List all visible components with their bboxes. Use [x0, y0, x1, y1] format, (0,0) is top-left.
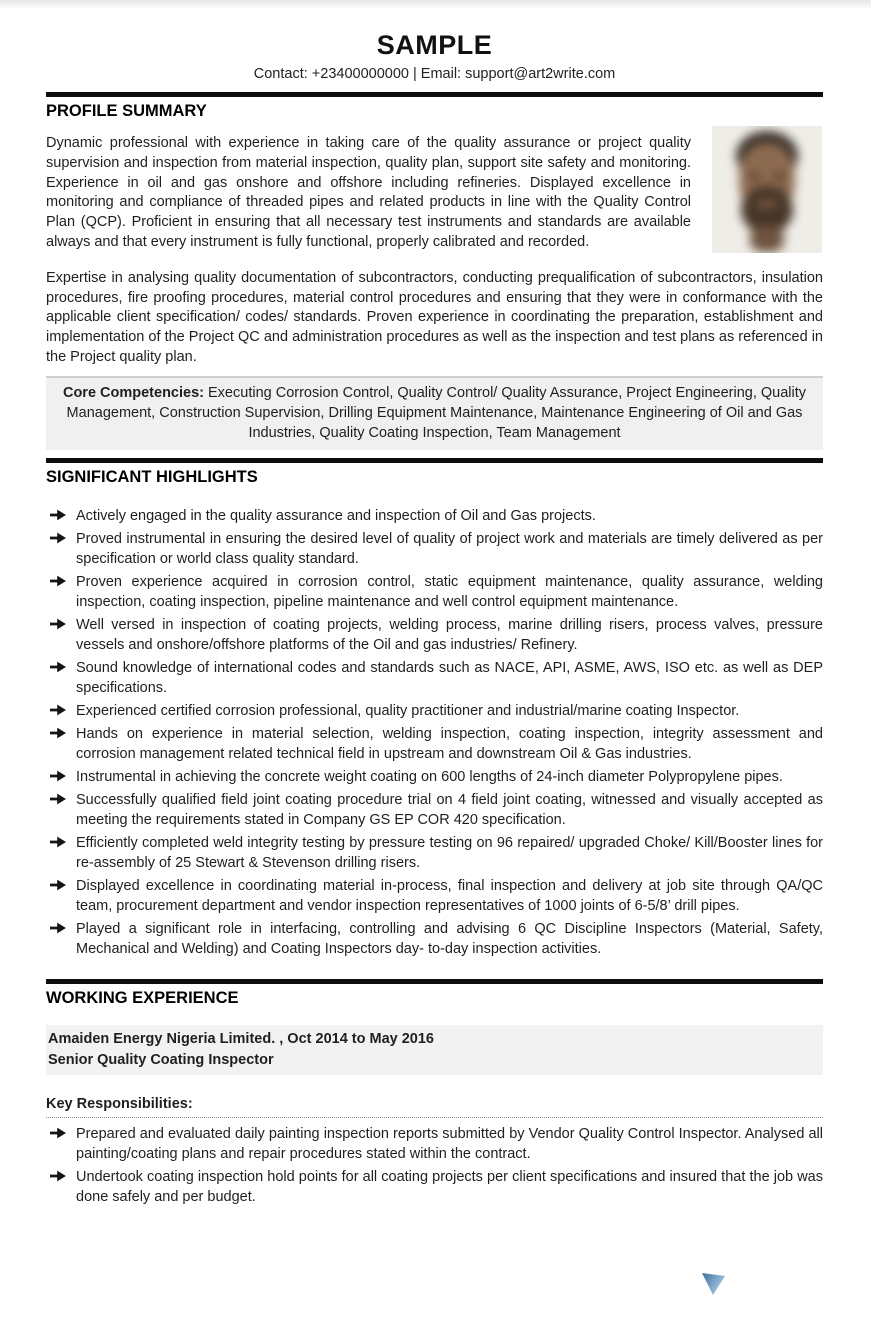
profile-paragraph-2: Expertise in analysing quality documentation of subcontractors, conducting prequalification of subcontractors, insulation procedures, fire proofing procedures, material control procedures and ensuring that they were in conformance with the applicable client specification/ codes/ standards. Proven experience in coordinating the preparation, establishment and implementation of the Project QC and administration procedures as well as the inspection and test plans as referenced in the Project quality plan.: [46, 269, 823, 365]
highlight-item: [46, 615, 823, 655]
highlight-text: Played a significant role in interfacing, controlling and advising 6 QC Discipline Inspectors (Material, Safety, Mechanical and Welding) and Coating Inspectors day- to-day inspection activities.: [76, 920, 823, 957]
highlights-list: [46, 506, 823, 959]
profile-summary-heading: PROFILE SUMMARY: [46, 102, 207, 120]
key-responsibilities-label: Key Responsibilities:: [46, 1095, 823, 1118]
profile-paragraph-1: Dynamic professional with experience in taking care of the quality assurance or project quality supervision and inspection from material inspection, quality plan, support site safety and monitoring. Experience in oil and gas onshore and offshore including refineries. Displayed excellence in monitoring and compliance of threaded pipes and related products in line with the Quality Control Plan (QCP). Proficient in ensuring that all necessary test instruments and standards are available always and that every instrument is fully functional, properly calibrated and recorded.: [46, 135, 691, 250]
arrow-bullet-icon: [46, 615, 76, 655]
section-divider: [46, 92, 823, 97]
candidate-photo: [712, 126, 822, 253]
highlight-text: Actively engaged in the quality assurance and inspection of Oil and Gas projects.: [76, 507, 596, 524]
photo-eye-shape: [773, 173, 785, 179]
resume-content: [46, 0, 823, 1207]
section-divider: [46, 458, 823, 463]
responsibility-text: Prepared and evaluated daily painting inspection reports submitted by Vendor Quality Control Inspector. Analysed all painting/coating plans and repair procedures stated within the contract.: [76, 1125, 823, 1162]
section-significant-highlights: [46, 458, 823, 959]
photo-blur-layer: [712, 126, 822, 253]
contact-line: Contact: +23400000000 | Email: support@art2write.com: [253, 66, 616, 82]
arrow-bullet-icon: [46, 724, 76, 764]
section-profile-summary: [46, 92, 823, 450]
blue-triangle-decoration: [701, 1272, 727, 1296]
highlight-text: Hands on experience in material selection, welding inspection, coating inspection, integrity assessment and corrosion management related technical field in upstream and downstream Oil & Gas industries.: [76, 725, 823, 762]
arrow-bullet-icon: [46, 658, 76, 698]
section-divider: [46, 979, 823, 984]
highlight-text: Proven experience acquired in corrosion control, static equipment maintenance, quality assurance, welding inspection, coating inspection, pipeline maintenance and well control equipment maintenance.: [76, 573, 823, 610]
highlight-text: Sound knowledge of international codes and standards such as NACE, API, ASME, AWS, ISO etc. as well as DEP specifications.: [76, 659, 823, 696]
arrow-bullet-icon: [46, 1167, 76, 1207]
significant-highlights-heading: SIGNIFICANT HIGHLIGHTS: [46, 467, 258, 486]
core-competencies-text: Executing Corrosion Control, Quality Control/ Quality Assurance, Project Engineering, Quality Management, Construction Supervision, Drilling Equipment Maintenance, Maintenance Engineering of Oil and Gas Industries, Quality Coating Inspection, Team Management: [66, 384, 807, 441]
responsibility-item: [46, 1167, 823, 1207]
highlight-text: Proved instrumental in ensuring the desired level of quality of project work and materials are timely delivered as per specification or world class quality standard.: [76, 530, 823, 567]
highlight-text: Instrumental in achieving the concrete weight coating on 600 lengths of 24-inch diameter Polypropylene pipes.: [76, 768, 783, 785]
highlight-item: [46, 919, 823, 959]
photo-mouth-shape: [755, 200, 779, 208]
arrow-bullet-icon: [46, 876, 76, 916]
arrow-bullet-icon: [46, 701, 76, 721]
responsibility-item: [46, 1124, 823, 1164]
highlight-item: [46, 701, 823, 721]
photo-eye-shape: [748, 173, 760, 179]
arrow-bullet-icon: [46, 767, 76, 787]
arrow-bullet-icon: [46, 1124, 76, 1164]
working-experience-heading: WORKING EXPERIENCE: [46, 988, 239, 1007]
core-competencies-label: Core Competencies:: [62, 384, 204, 401]
core-competencies-box: [46, 376, 823, 450]
arrow-bullet-icon: [46, 919, 76, 959]
arrow-bullet-icon: [46, 833, 76, 873]
highlight-item: [46, 506, 823, 526]
job-header-band: [46, 1025, 823, 1075]
arrow-bullet-icon: [46, 572, 76, 612]
highlight-text: Displayed excellence in coordinating material in-process, final inspection and delivery at job site through QA/QC team, procurement department and vendor inspection representatives of 1000 joints of 6-5/8’ drill pipes.: [76, 877, 823, 914]
highlight-text: Efficiently completed weld integrity testing by pressure testing on 96 repaired/ upgraded Choke/ Kill/Booster lines for re-assembly of 25 Stewart & Stevenson drilling risers.: [76, 834, 823, 871]
highlight-item: [46, 724, 823, 764]
resume-header: [46, 0, 823, 84]
candidate-name: SAMPLE: [376, 30, 493, 60]
arrow-bullet-icon: [46, 506, 76, 526]
photo-neck-shape: [750, 226, 784, 252]
highlight-text: Well versed in inspection of coating projects, welding process, marine drilling risers, process valves, pressure vessels and onshore/offshore platforms of the Oil and gas industries/ Refinery.: [76, 616, 823, 653]
responsibility-text: Undertook coating inspection hold points for all coating projects per client specifications and insured that the job was done safely and per budget.: [76, 1168, 823, 1205]
arrow-bullet-icon: [46, 529, 76, 569]
highlight-item: [46, 529, 823, 569]
highlight-text: Experienced certified corrosion professional, quality practitioner and industrial/marine coating Inspector.: [76, 702, 740, 719]
highlight-item: [46, 833, 823, 873]
highlight-item: [46, 767, 823, 787]
highlight-item: [46, 658, 823, 698]
highlight-item: [46, 790, 823, 830]
responsibilities-list: [46, 1124, 823, 1207]
job-title: Senior Quality Coating Inspector: [48, 1051, 274, 1068]
highlight-text: Successfully qualified field joint coating procedure trial on 4 field joint coating, witnessed and visually accepted as meeting the requirements stated in Company GS EP COR 420 specification.: [76, 791, 823, 828]
employer-line: Amaiden Energy Nigeria Limited. , Oct 2014 to May 2016: [48, 1030, 434, 1047]
section-working-experience: [46, 979, 823, 1207]
highlight-item: [46, 876, 823, 916]
arrow-bullet-icon: [46, 790, 76, 830]
highlight-item: [46, 572, 823, 612]
